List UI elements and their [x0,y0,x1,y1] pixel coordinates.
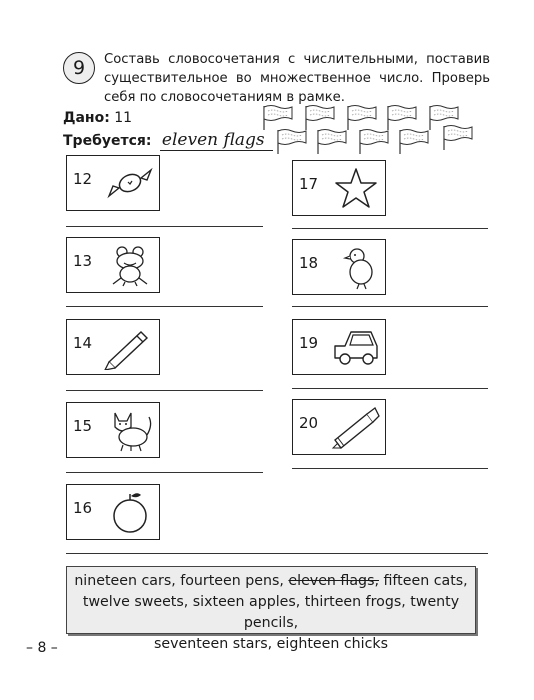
given-row [63,110,132,126]
answer-key-line-2: twelve sweets, sixteen apples, thirteen frogs, twenty pencils, [82,594,460,631]
flag-icon [278,130,306,155]
answer-key-struck-text: eleven flags, [288,573,379,589]
answer-line-12 [66,226,263,227]
answer-line-19 [292,388,488,389]
answer-line-13 [66,306,263,307]
flag-icon [318,130,346,155]
frog-icon [105,242,155,288]
apple-icon [105,489,155,535]
car-icon [331,324,381,370]
sample-answer: eleven flags [160,130,273,151]
cat-icon [105,407,155,453]
pen-icon [101,324,155,370]
card-13 [66,237,160,293]
flag-icon [388,106,416,131]
card-number: 13 [73,252,93,270]
chick-icon [331,244,381,290]
page-number: – 8 – [26,640,58,656]
flag-icon [348,106,376,131]
card-number: 15 [73,417,93,435]
star-icon [331,165,381,211]
flag-icon [444,126,472,151]
answer-line-20 [292,468,488,469]
card-number: 12 [73,170,93,188]
given-label: Дано: [63,110,110,126]
answer-key-text: nineteen cars, fourteen pens, [74,573,284,589]
answer-line-18 [292,306,488,307]
flag-icon [306,106,334,131]
task-number-badge: 9 [63,52,95,84]
card-14 [66,319,160,375]
task-instruction: Составь словосочетания с числительными, поставив существительное во множественное число. Проверь себя по словосочетаниям в рамке. [104,52,490,105]
answer-line-16 [66,553,488,554]
answer-key-text: fifteen cats, [383,573,468,589]
answer-line-14 [66,390,263,391]
card-number: 19 [299,334,319,352]
flag-icon [360,130,388,155]
card-18 [292,239,386,295]
flag-icon [400,130,428,155]
card-19 [292,319,386,375]
answer-key-box [66,566,476,652]
card-number: 20 [299,414,319,432]
pencil-icon [329,404,381,450]
card-12 [66,155,160,211]
card-number: 17 [299,175,319,193]
answer-key-line-1 [67,571,475,592]
candy-icon [105,160,155,206]
required-label: Требуется: [63,133,152,149]
flags-illustration [262,104,482,162]
answer-line-15 [66,472,263,473]
card-number: 18 [299,254,319,272]
flag-icon [264,106,292,131]
answer-key-line-3: seventeen stars, eighteen chicks [154,636,388,652]
card-20 [292,399,386,455]
given-value: 11 [114,110,133,126]
card-16 [66,484,160,540]
card-number: 14 [73,334,93,352]
card-17 [292,160,386,216]
card-number: 16 [73,499,93,517]
card-15 [66,402,160,458]
answer-line-17 [292,228,488,229]
required-row [63,130,273,151]
